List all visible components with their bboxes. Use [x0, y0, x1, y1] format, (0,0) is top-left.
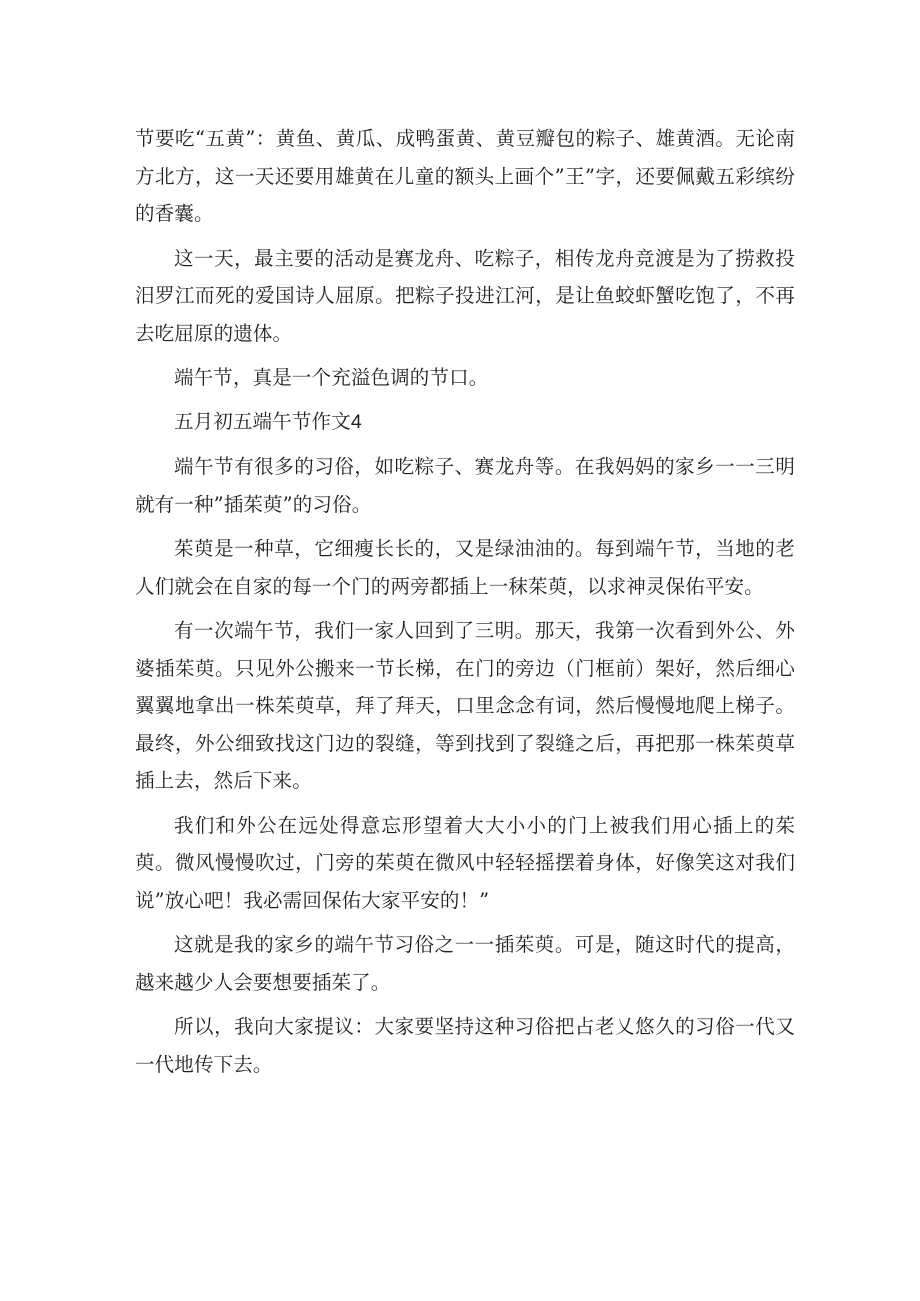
paragraph-9: 所以，我向大家提议：大家要坚持这种习俗把占老乂悠久的习俗一代又一代地传下去。 — [135, 1015, 795, 1076]
paragraph-7: 我们和外公在远处得意忘形望着大大小小的门上被我们用心插上的茱萸。微风慢慢吹过，门旁的茱萸在微风中轻轻摇摆着身体，好像笑这对我们说”放心吧！我必需回保佑大家平安的！” — [135, 813, 795, 912]
paragraph-3: 端午节，真是一个充溢色调的节口。 — [174, 366, 489, 389]
paragraph-2: 这一天，最主要的活动是赛龙舟、吃粽子，相传龙舟竞渡是为了捞救投汨罗江而死的爱国诗人屈原。把粽子投进江河，是让鱼蛟虾蟹吃饱了，不再去吃屈原的遗体。 — [135, 246, 795, 345]
document-body — [135, 120, 795, 1090]
paragraph-1: 节要吃“五黄”：黄鱼、黄瓜、成鸭蛋黄、黄豆瓣包的粽子、雄黄酒。无论南方北方，这一天还要用雄黄在儿童的额头上画个”王”字，还要佩戴五彩缤纷的香囊。 — [135, 127, 795, 225]
paragraph-4: 端午节有很多的习俗，如吃粽子、赛龙舟等。在我妈妈的家乡一一三明就有一种”插茱萸”的习俗。 — [135, 455, 795, 516]
essay-heading: 五月初五端午节作文4 — [174, 410, 362, 433]
paragraph-5: 茱萸是一种草，它细瘦长长的，又是绿油油的。每到端午节，当地的老人们就会在自家的每一个门的两旁都插上一秣茱萸，以求神灵保佑平安。 — [135, 537, 795, 598]
paragraph-8: 这就是我的家乡的端午节习俗之一一插茱萸。可是，随这时代的提高，越来越少人会要想要插茱了。 — [135, 933, 795, 994]
paragraph-6: 有一次端午节，我们一家人回到了三明。那天，我第一次看到外公、外婆插茱萸。只见外公搬来一节长梯，在门的旁边（门框前）架好，然后细心翼翼地拿出一株茱萸草，拜了拜天，口里念念有词，然后慢慢地爬上梯子。最终，外公细致找这门边的裂缝，等到找到了裂缝之后，再把那一株茱萸草插上去，然后下来。 — [135, 619, 795, 792]
